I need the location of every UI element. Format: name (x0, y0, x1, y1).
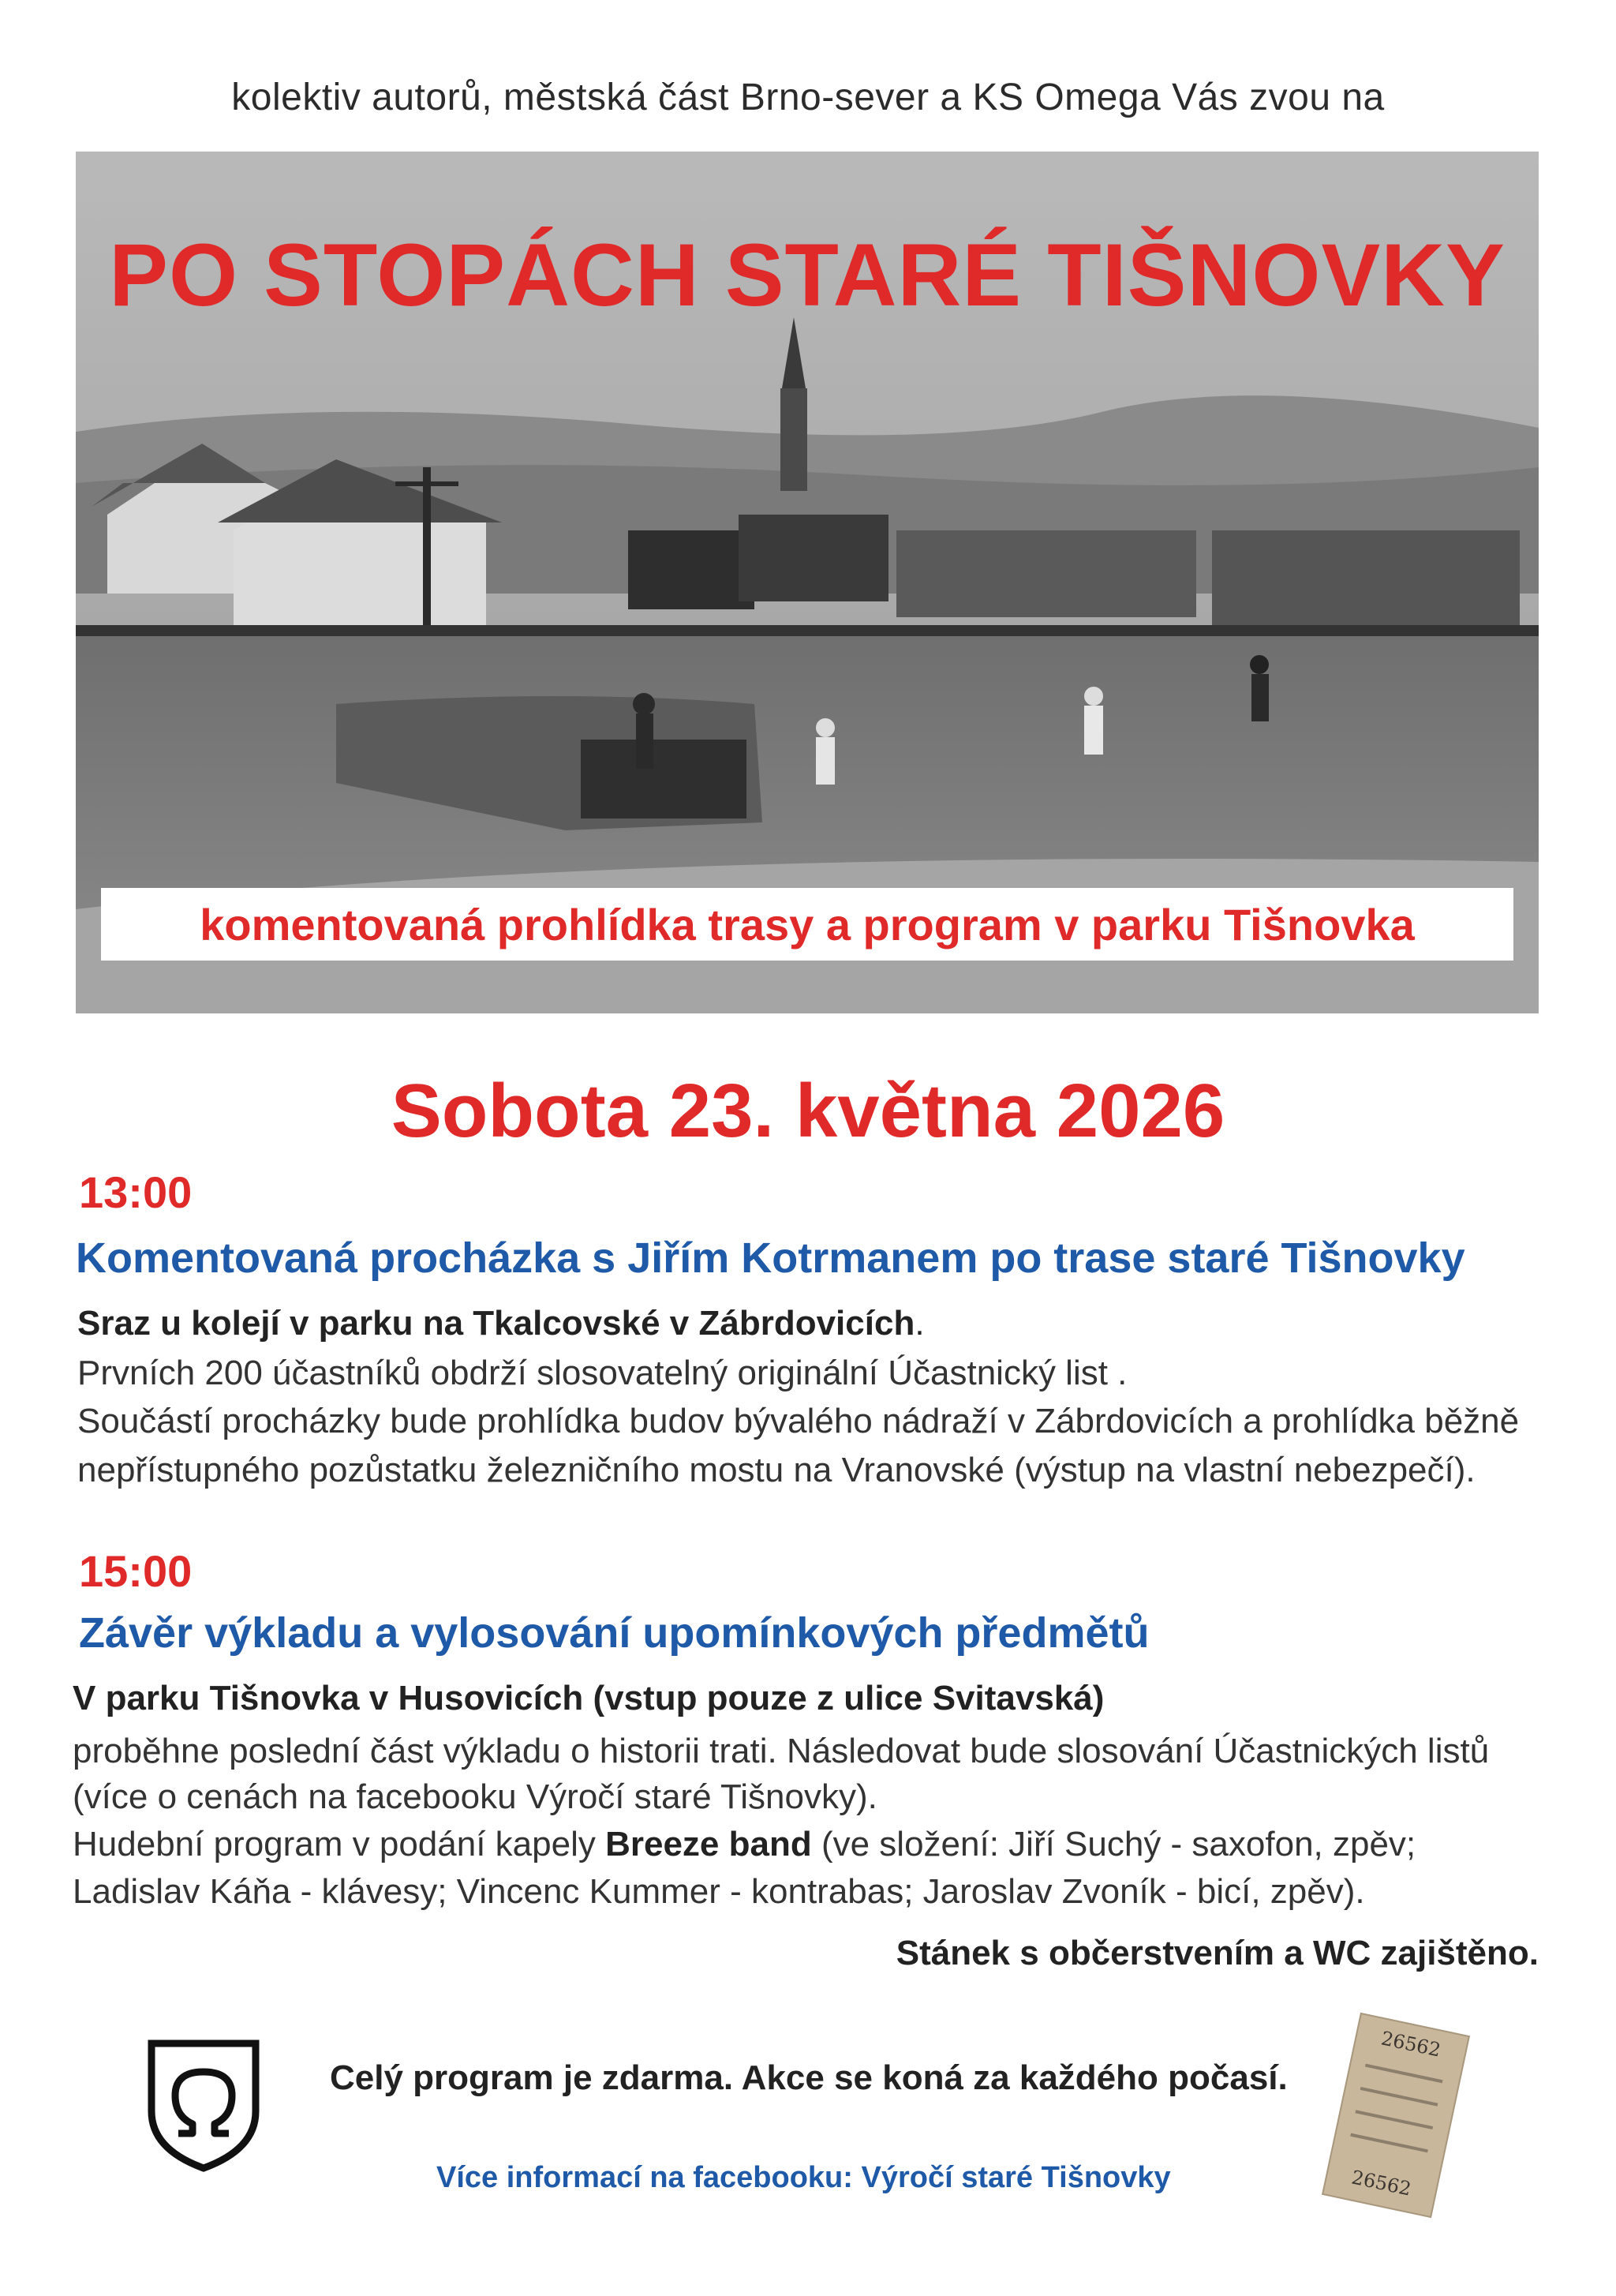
free-admission-note: Celý program je zdarma. Akce se koná za každého počasí. (330, 2058, 1288, 2097)
event1-lead-text: Sraz u kolejí v parku na Tkalcovské v Zábrdovicích (77, 1304, 915, 1343)
event2-line3-pre: Hudební program v podání kapely (73, 1825, 606, 1863)
event2-line4: Ladislav Káňa - klávesy; Vincenc Kummer - kontrabas; Jaroslav Zvoník - bicí, zpěv). (73, 1872, 1365, 1911)
event2-time: 15:00 (79, 1546, 193, 1596)
event1-line1: Prvních 200 účastníků obdrží slosovatelný originální Účastnický list . (77, 1354, 1128, 1392)
event2-lead: V parku Tišnovka v Husovicích (vstup pouze z ulice Svitavská) (73, 1679, 1105, 1717)
historic-railway-photo (76, 152, 1539, 1013)
event2-heading: Závěr výkladu a vylosování upomínkových předmětů (79, 1609, 1150, 1657)
ticket-line (1355, 2110, 1433, 2129)
subtitle-banner (101, 888, 1513, 961)
event1-line2: Součástí procházky bude prohlídka budov bývalého nádraží v Zábrdovicích a prohlídka běžně (77, 1402, 1520, 1440)
event1-lead-end: . (915, 1304, 925, 1343)
ticket-line (1360, 2087, 1438, 2107)
event2-line2: (více o cenách na facebooku Výročí staré Tišnovky). (73, 1777, 877, 1816)
event1-lead (77, 1304, 925, 1343)
omega-shield-logo (147, 2039, 260, 2173)
omega-logo-icon (147, 2039, 260, 2173)
refreshment-note: Stánek s občerstvením a WC zajištěno. (896, 1934, 1539, 1972)
event-date: Sobota 23. května 2026 (391, 1069, 1225, 1153)
ticket-line (1350, 2133, 1428, 2153)
event-title: PO STOPÁCH STARÉ TIŠNOVKY (109, 226, 1506, 324)
event-subtitle: komentovaná prohlídka trasy a program v parku Tišnovka (200, 900, 1415, 949)
event2-line3 (73, 1822, 1416, 1867)
historic-ticket-image (1322, 2013, 1470, 2218)
ticket-number-top: 26562 (1378, 2027, 1443, 2062)
intro-line: kolektiv autorů, městská část Brno-sever a KS Omega Vás zvou na (231, 77, 1385, 118)
ticket-line (1365, 2064, 1443, 2084)
event2-line1: proběhne poslední část výkladu o historii trati. Následovat bude slosování Účastnických listů (73, 1732, 1490, 1770)
facebook-info: Více informací na facebooku: Výročí staré Tišnovky (436, 2161, 1171, 2194)
ticket-number-bottom: 26562 (1349, 2166, 1413, 2200)
event1-time: 13:00 (79, 1167, 193, 1217)
band-name: Breeze band (605, 1825, 812, 1863)
event2-line3-post: (ve složení: Jiří Suchý - saxofon, zpěv; (811, 1825, 1416, 1863)
event1-line3: nepřístupného pozůstatku železničního mostu na Vranovské (výstup na vlastní nebezpečí). (77, 1451, 1476, 1489)
event1-heading: Komentovaná procházka s Jiřím Kotrmanem po trase staré Tišnovky (76, 1234, 1465, 1282)
